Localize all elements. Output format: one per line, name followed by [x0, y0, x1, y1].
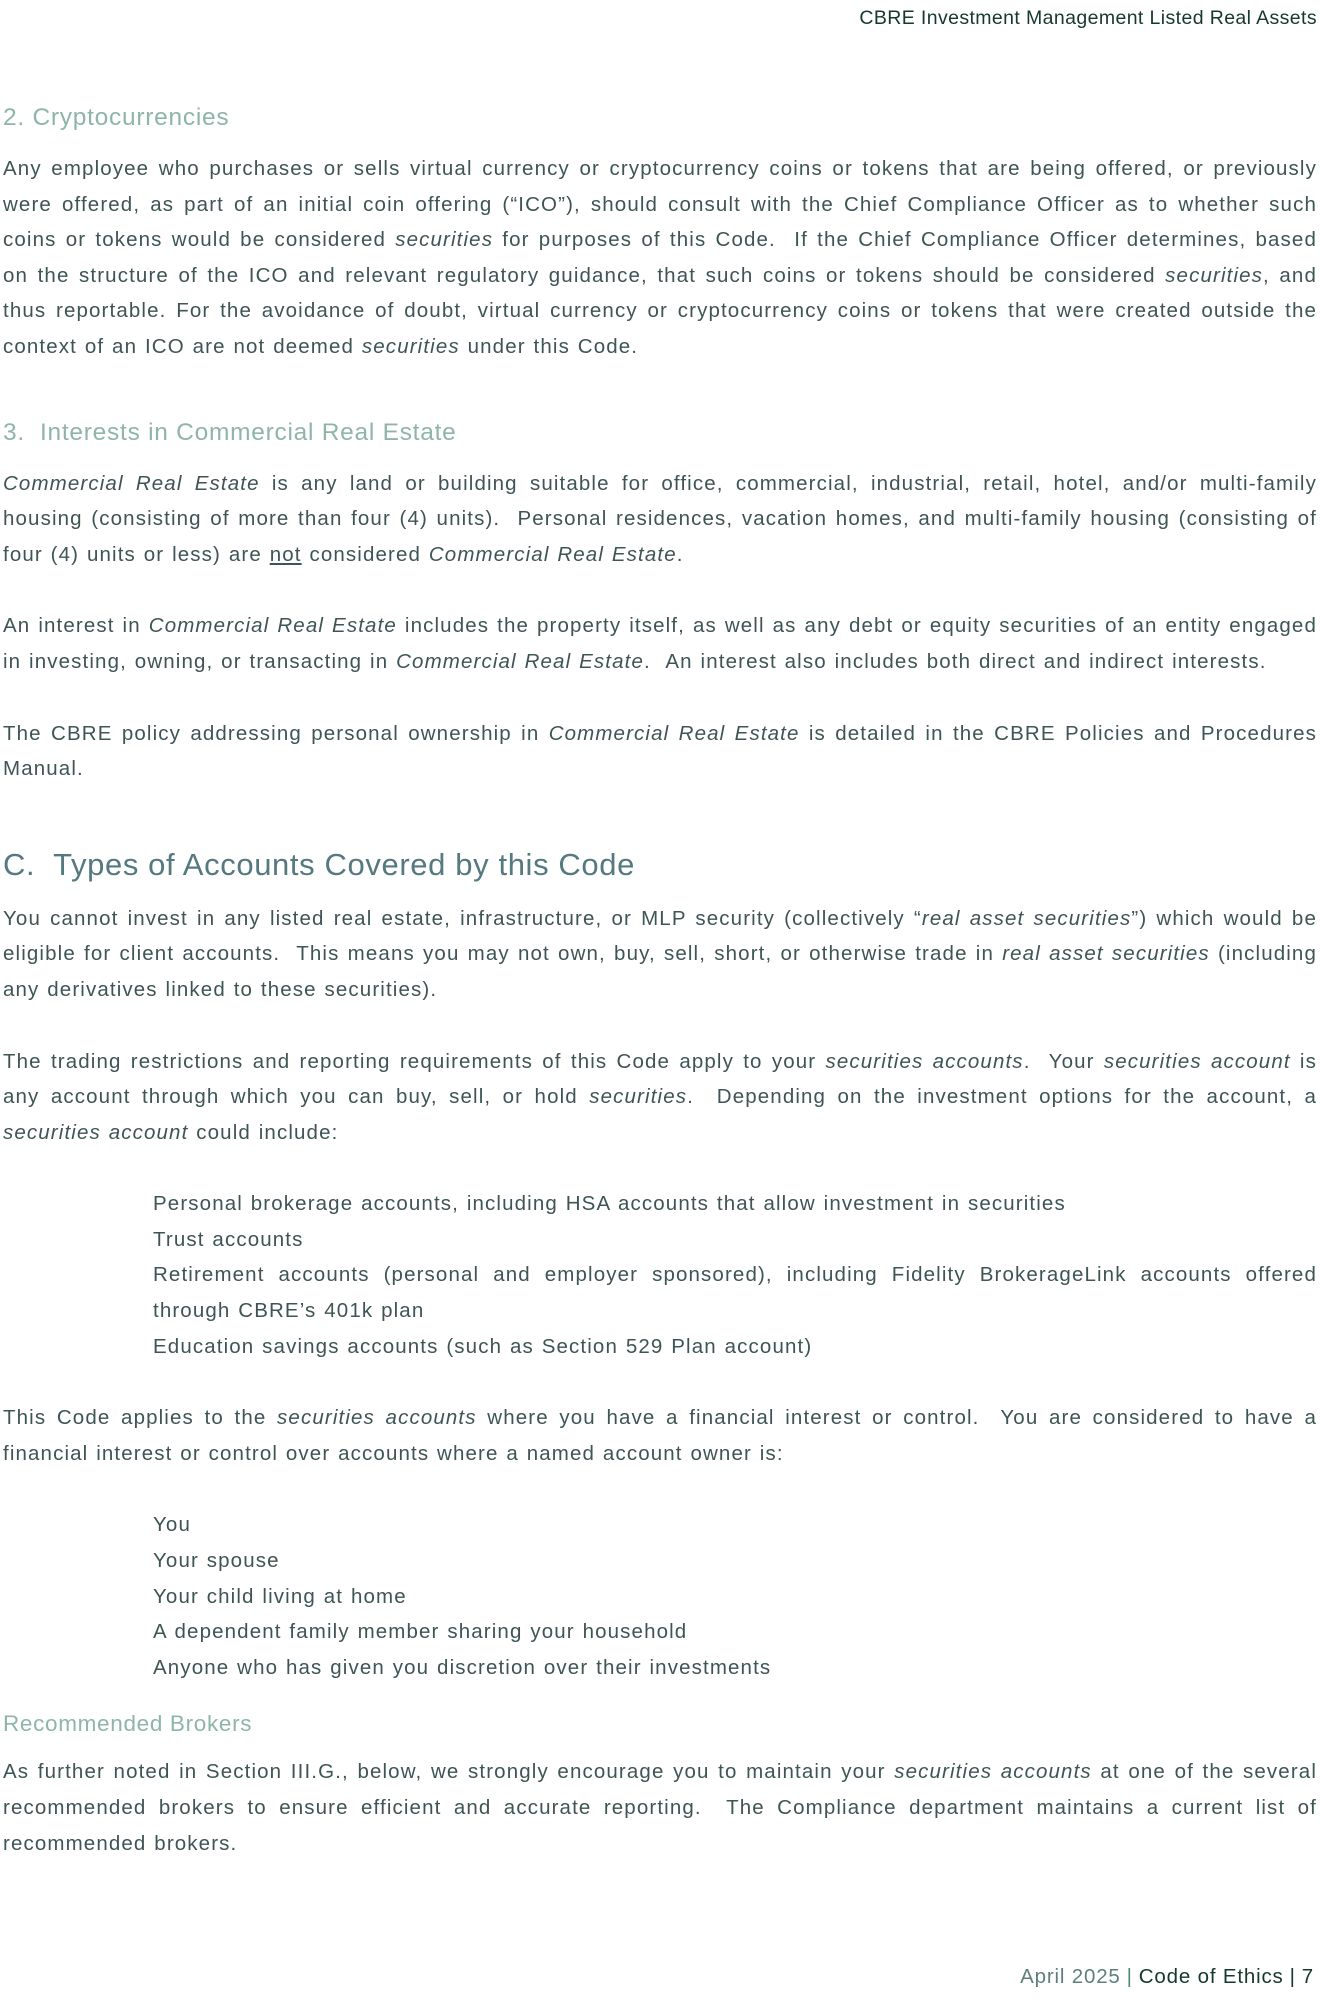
footer-page-number: 7 [1301, 1965, 1314, 1988]
list-item: Your spouse [153, 1549, 280, 1573]
footer-separator: | [1126, 1965, 1133, 1988]
list-item: Retirement accounts (personal and employer sponsored), including Fidelity BrokerageLink accounts offered through CBRE’s 401k plan [153, 1263, 1317, 1323]
page-footer [1020, 1964, 1314, 1990]
list-item: Anyone who has given you discretion over their investments [153, 1655, 772, 1679]
accounts-paragraph-1: You cannot invest in any listed real estate, infrastructure, or MLP security (collectively “real asset securities”) which would be eligible for client accounts. This means you may not own, buy, sell, short, or otherwise trade in real asset securities (including any derivatives linked to these securities). [3, 906, 1317, 1001]
accounts-paragraph-3: This Code applies to the securities accounts where you have a financial interest or control. You are considered to have a financial interest or control over accounts where a named account owner is: [3, 1406, 1317, 1465]
list-item: Personal brokerage accounts, including HSA accounts that allow investment in securities [153, 1192, 1066, 1216]
list-item: Education savings accounts (such as Section 529 Plan account) [153, 1334, 813, 1358]
cre-paragraph-3: The CBRE policy addressing personal ownership in Commercial Real Estate is detailed in the CBRE Policies and Procedures Manual. [3, 721, 1317, 781]
footer-date: April 2025 [1020, 1965, 1121, 1988]
list-item: Trust accounts [153, 1227, 304, 1251]
section-c-heading: C. Types of Accounts Covered by this Code [3, 846, 636, 882]
footer-separator: | [1289, 1965, 1296, 1988]
list-item: You [153, 1513, 191, 1537]
list-item: A dependent family member sharing your household [153, 1620, 688, 1644]
footer-document-title: Code of Ethics [1138, 1965, 1284, 1988]
section-3-heading: 3. Interests in Commercial Real Estate [3, 418, 457, 446]
account-types-list [3, 1186, 1317, 1364]
section-2-heading: 2. Cryptocurrencies [3, 104, 230, 131]
accounts-paragraph-2: The trading restrictions and reporting requirements of this Code apply to your securities accounts. Your securities account is any account through which you can buy, sell, or hold securities. Depending on the investment options for the account, a securities account could include: [3, 1049, 1318, 1144]
header-title: CBRE Investment Management Listed Real Assets [859, 7, 1317, 29]
list-item: Your child living at home [153, 1584, 407, 1608]
cryptocurrencies-paragraph: Any employee who purchases or sells virtual currency or cryptocurrency coins or tokens that are being offered, or previously were offered, as part of an initial coin offering (“ICO”), should consult with the Chief Compliance Officer as to whether such coins or tokens would be considered securities for purposes of this Code. If the Chief Compliance Officer determines, based on the structure of the ICO and relevant regulatory guidance, that such coins or tokens should be considered securities, and thus reportable. For the avoidance of doubt, virtual currency or cryptocurrency coins or tokens that were created outside the context of an ICO are not deemed securities under this Code. [3, 157, 1317, 358]
cre-paragraph-2: An interest in Commercial Real Estate includes the property itself, as well as any debt or equity securities of an entity engaged in investing, owning, or transacting in Commercial Real Estate. An interest also includes both direct and indirect interests. [3, 614, 1317, 673]
recommended-brokers-heading: Recommended Brokers [3, 1711, 253, 1737]
recommended-brokers-paragraph: As further noted in Section III.G., below, we strongly encourage you to maintain your securities accounts at one of the several recommended brokers to ensure efficient and accurate reporting. The Compliance department maintains a current list of recommended brokers. [3, 1760, 1318, 1855]
account-owners-list [3, 1507, 1317, 1685]
cre-paragraph-1: Commercial Real Estate is any land or building suitable for office, commercial, industrial, retail, hotel, and/or multi-family housing (consisting of more than four (4) units). Personal residences, vacation homes, and multi-family housing (consisting of four (4) units or less) are not considered Commercial Real Estate. [3, 471, 1317, 566]
page-header [3, 0, 1317, 30]
